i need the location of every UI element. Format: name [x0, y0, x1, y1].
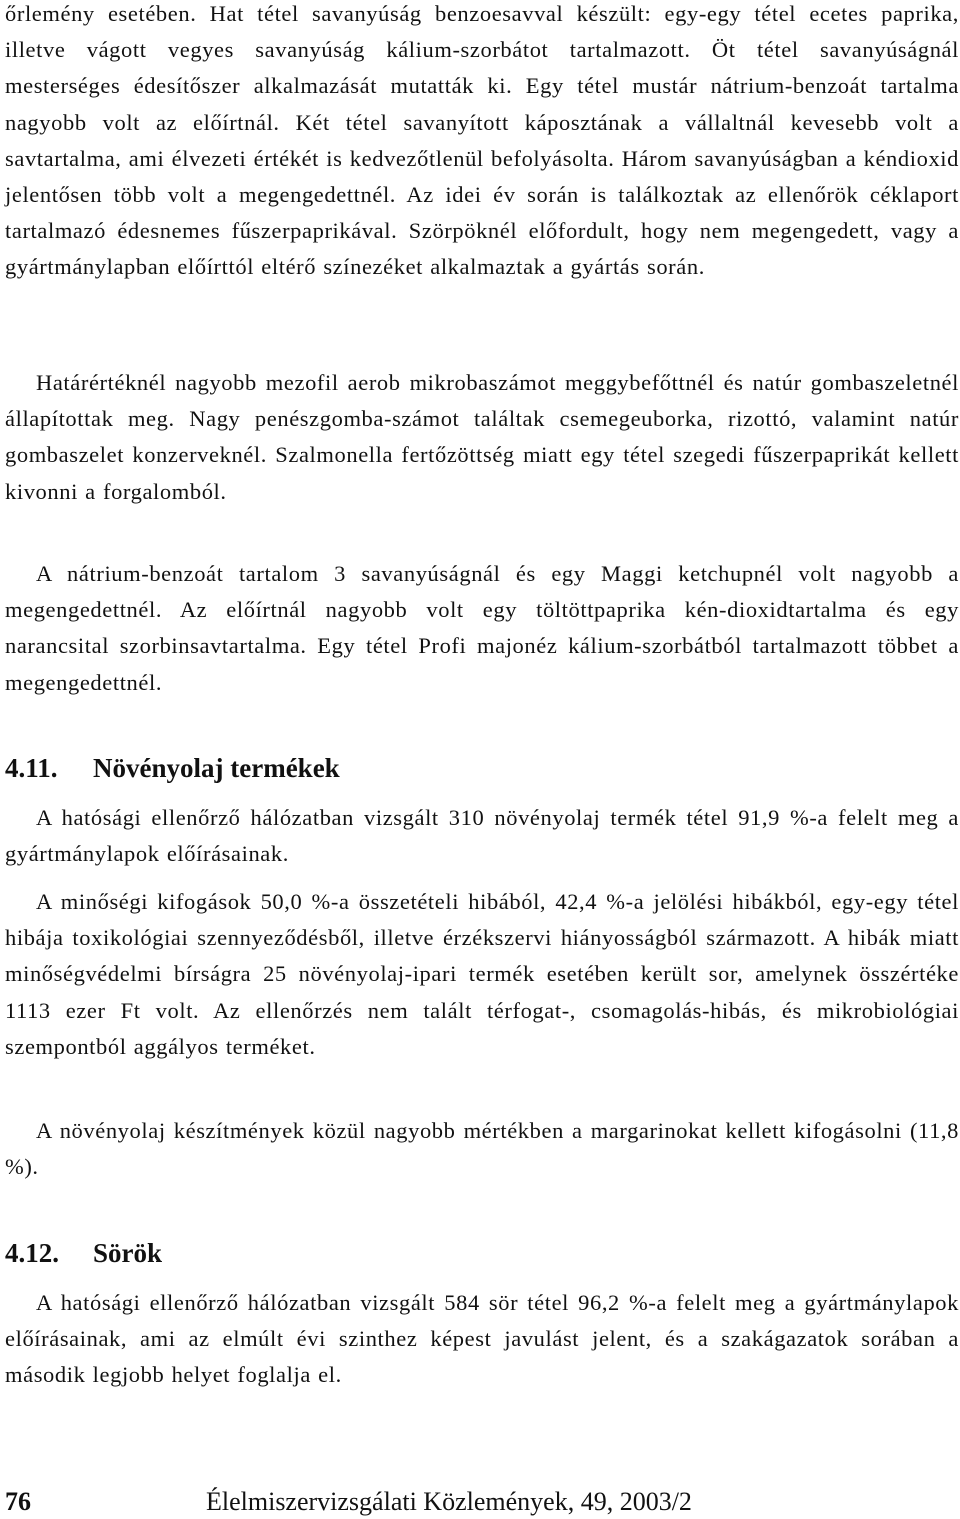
section-heading-4-12 — [5, 1237, 162, 1269]
paragraph-pickles-additives: őrlemény esetében. Hat tétel savanyúság benzoesavval készült: egy-egy tétel ecetes paprika, illetve vágott vegyes savanyúság kálium-szorbátot tartalmazott. Öt tétel savanyúságnál mesterséges édesítőszer alkalmazását mutatták ki. Egy tétel mustár nátrium-benzoát tartalma nagyobb volt az előírtnál. Két tétel savanyított káposztának a vállaltnál kevesebb volt a savtartalma, ami élvezeti értékét is kedvezőtlenül befolyásolta. Három savanyúságban a kéndioxid jelentősen több volt a megengedettnél. Az idei év során is találkoztak az ellenőrök céklaport tartalmazó édesnemes fűszerpaprikával. Szörpöknél előfordult, hogy nem megengedett, vagy a gyártmánylapban előírttól eltérő színezéket alkalmaztak a gyártás során. — [5, 1, 959, 280]
paragraph-microbiology: Határértéknél nagyobb mezofil aerob mikrobaszámot meggybefőttnél és natúr gombaszeletnél állapítottak meg. Nagy penészgomba-számot találtak csemegeuborka, rizottó, valamint natúr gombaszelet konzerveknél. Szalmonella fertőzöttség miatt egy tétel szegedi fűszerpaprikát kellett kivonni a forgalomból. — [5, 370, 959, 504]
page-number: 76 — [5, 1487, 31, 1516]
section-heading-4-11 — [5, 752, 340, 784]
section-number: 4.12. — [5, 1238, 59, 1268]
paragraph-oil-defects: A minőségi kifogások 50,0 %-a összetételi hibából, 42,4 %-a jelölési hibákból, egy-egy tétel hibája toxikológiai szennyeződésből, illetve érzékszervi hiányosságból származott. A hibák miatt minőségvédelmi bírságra 25 növényolaj-ipari termék esetében került sor, amelynek összértéke 1113 ezer Ft volt. Az ellenőrzés nem talált térfogat-, csomagolás-hibás, és mikrobiológiai szempontból aggályos terméket. — [5, 889, 959, 1059]
paragraph-preservatives: A nátrium-benzoát tartalom 3 savanyúságnál és egy Maggi ketchupnél volt nagyobb a megengedettnél. Az előírtnál nagyobb volt egy töltöttpaprika kén-dioxidtartalma és egy narancsital szorbinsavtartalma. Egy tétel Profi majonéz kálium-szorbátból tartalmazott többet a megengedettnél. — [5, 561, 959, 695]
section-title: Sörök — [93, 1238, 163, 1268]
journal-citation: Élelmiszervizsgálati Közlemények, 49, 2003/2 — [206, 1487, 692, 1516]
section-number: 4.11. — [5, 753, 58, 783]
section-title: Növényolaj termékek — [93, 753, 340, 783]
paragraph-margarine: A növényolaj készítmények közül nagyobb mértékben a margarinokat kellett kifogásolni (11,8 %). — [5, 1118, 959, 1180]
paragraph-beer-summary: A hatósági ellenőrző hálózatban vizsgált 584 sör tétel 96,2 %-a felelt meg a gyártmánylapok előírásainak, ami az elmúlt évi szinthez képest javulást jelent, és a szakágazatok sorában a második legjobb helyet foglalja el. — [5, 1290, 959, 1388]
paragraph-oil-summary: A hatósági ellenőrző hálózatban vizsgált 310 növényolaj termék tétel 91,9 %-a felelt meg a gyártmánylapok előírásainak. — [5, 805, 959, 867]
page-footer — [5, 1486, 959, 1518]
